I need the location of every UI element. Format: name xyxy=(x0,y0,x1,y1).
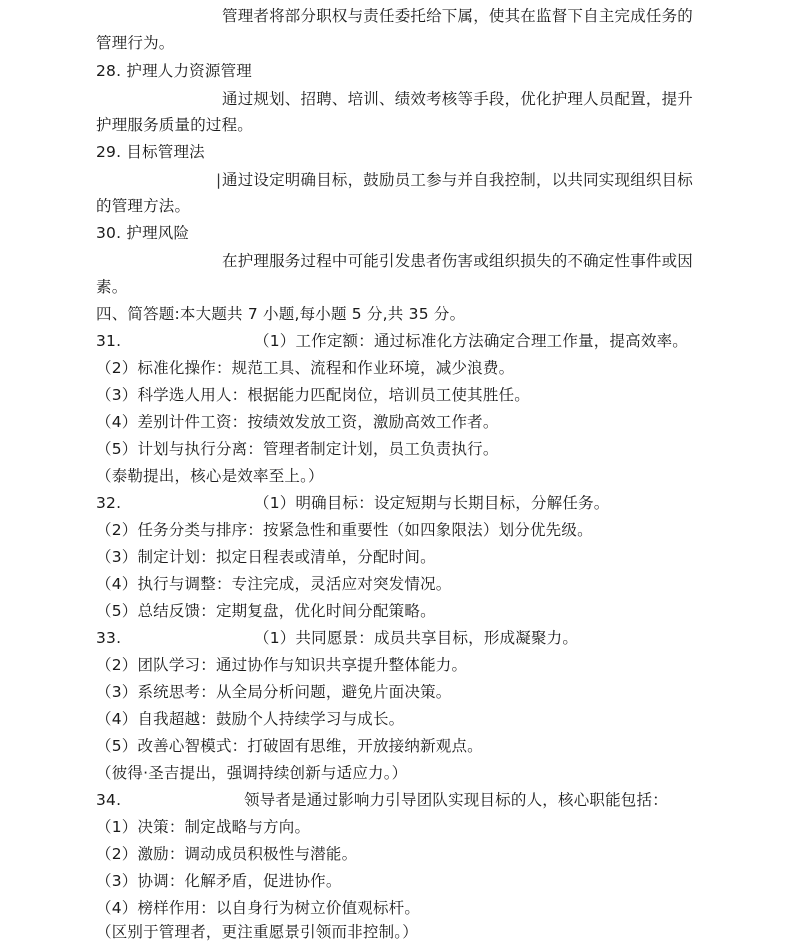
answer-33-first-line xyxy=(96,628,578,648)
answer-item: （1）明确目标：设定短期与长期目标，分解任务。 xyxy=(254,494,610,512)
answer-note: （泰勒提出，核心是效率至上。） xyxy=(96,467,324,485)
cursor-mark: | xyxy=(216,171,222,189)
answer-31-first-line xyxy=(96,331,688,351)
text-line: 管理者将部分职权与责任委托给下属，使其在监督下自主完成任务的 xyxy=(222,7,694,25)
answer-item: （4）差别计件工资：按绩效发放工资，激励高效工作者。 xyxy=(96,413,499,431)
text-line: 通过设定明确目标，鼓励员工参与并自我控制，以共同实现组织目标 xyxy=(222,171,694,189)
answer-item: （4）榜样作用：以自身行为树立价值观标杆。 xyxy=(96,899,421,917)
text-line: 素。 xyxy=(96,278,128,296)
answer-item: （3）制定计划：拟定日程表或清单，分配时间。 xyxy=(96,548,436,566)
text-line: 护理服务质量的过程。 xyxy=(96,116,254,134)
answer-item: （2）任务分类与排序：按紧急性和重要性（如四象限法）划分优先级。 xyxy=(96,521,593,539)
question-number: 31. xyxy=(96,332,122,350)
answer-item: （4）执行与调整：专注完成，灵活应对突发情况。 xyxy=(96,575,452,593)
question-number: 33. xyxy=(96,629,122,647)
answer-item: （5）改善心智模式：打破固有思维，开放接纳新观点。 xyxy=(96,737,483,755)
text-line: 管理行为。 xyxy=(96,34,175,52)
answer-item: （1）决策：制定战略与方向。 xyxy=(96,818,311,836)
term-heading: 28. 护理人力资源管理 xyxy=(96,62,252,80)
answer-note: （彼得·圣吉提出，强调持续创新与适应力。） xyxy=(96,764,408,782)
text-line: 在护理服务过程中可能引发患者伤害或组织损失的不确定性事件或因 xyxy=(222,252,694,270)
answer-item: （4）自我超越：鼓励个人持续学习与成长。 xyxy=(96,710,405,728)
answer-32-first-line xyxy=(96,493,609,513)
text-line: 的管理方法。 xyxy=(96,197,191,215)
question-number: 32. xyxy=(96,494,122,512)
answer-item: （2）团队学习：通过协作与知识共享提升整体能力。 xyxy=(96,656,468,674)
answer-item: （3）系统思考：从全局分析问题，避免片面决策。 xyxy=(96,683,452,701)
answer-item: （5）计划与执行分离：管理者制定计划，员工负责执行。 xyxy=(96,440,499,458)
answer-item: （3）科学选人用人：根据能力匹配岗位，培训员工使其胜任。 xyxy=(96,386,530,404)
answer-item: （5）总结反馈：定期复盘，优化时间分配策略。 xyxy=(96,602,436,620)
term-heading: 29. 目标管理法 xyxy=(96,143,205,161)
answer-item: （2）标准化操作：规范工具、流程和作业环境，减少浪费。 xyxy=(96,359,515,377)
answer-note: （区别于管理者，更注重愿景引领而非控制。） xyxy=(96,923,418,941)
answer-item: （1）工作定额：通过标准化方法确定合理工作量，提高效率。 xyxy=(254,332,688,350)
answer-item: （1）共同愿景：成员共享目标，形成凝聚力。 xyxy=(254,629,579,647)
text-line: 通过规划、招聘、培训、绩效考核等手段，优化护理人员配置，提升 xyxy=(222,90,694,108)
answer-item: （3）协调：化解矛盾，促进协作。 xyxy=(96,872,342,890)
section-heading: 四、简答题:本大题共 7 小题,每小题 5 分,共 35 分。 xyxy=(96,305,466,323)
answer-item: （2）激励：调动成员积极性与潜能。 xyxy=(96,845,358,863)
answer-intro: 领导者是通过影响力引导团队实现目标的人，核心职能包括： xyxy=(244,791,668,809)
question-number: 34. xyxy=(96,791,122,809)
answer-34-first-line xyxy=(96,790,668,810)
term-heading: 30. 护理风险 xyxy=(96,224,190,242)
